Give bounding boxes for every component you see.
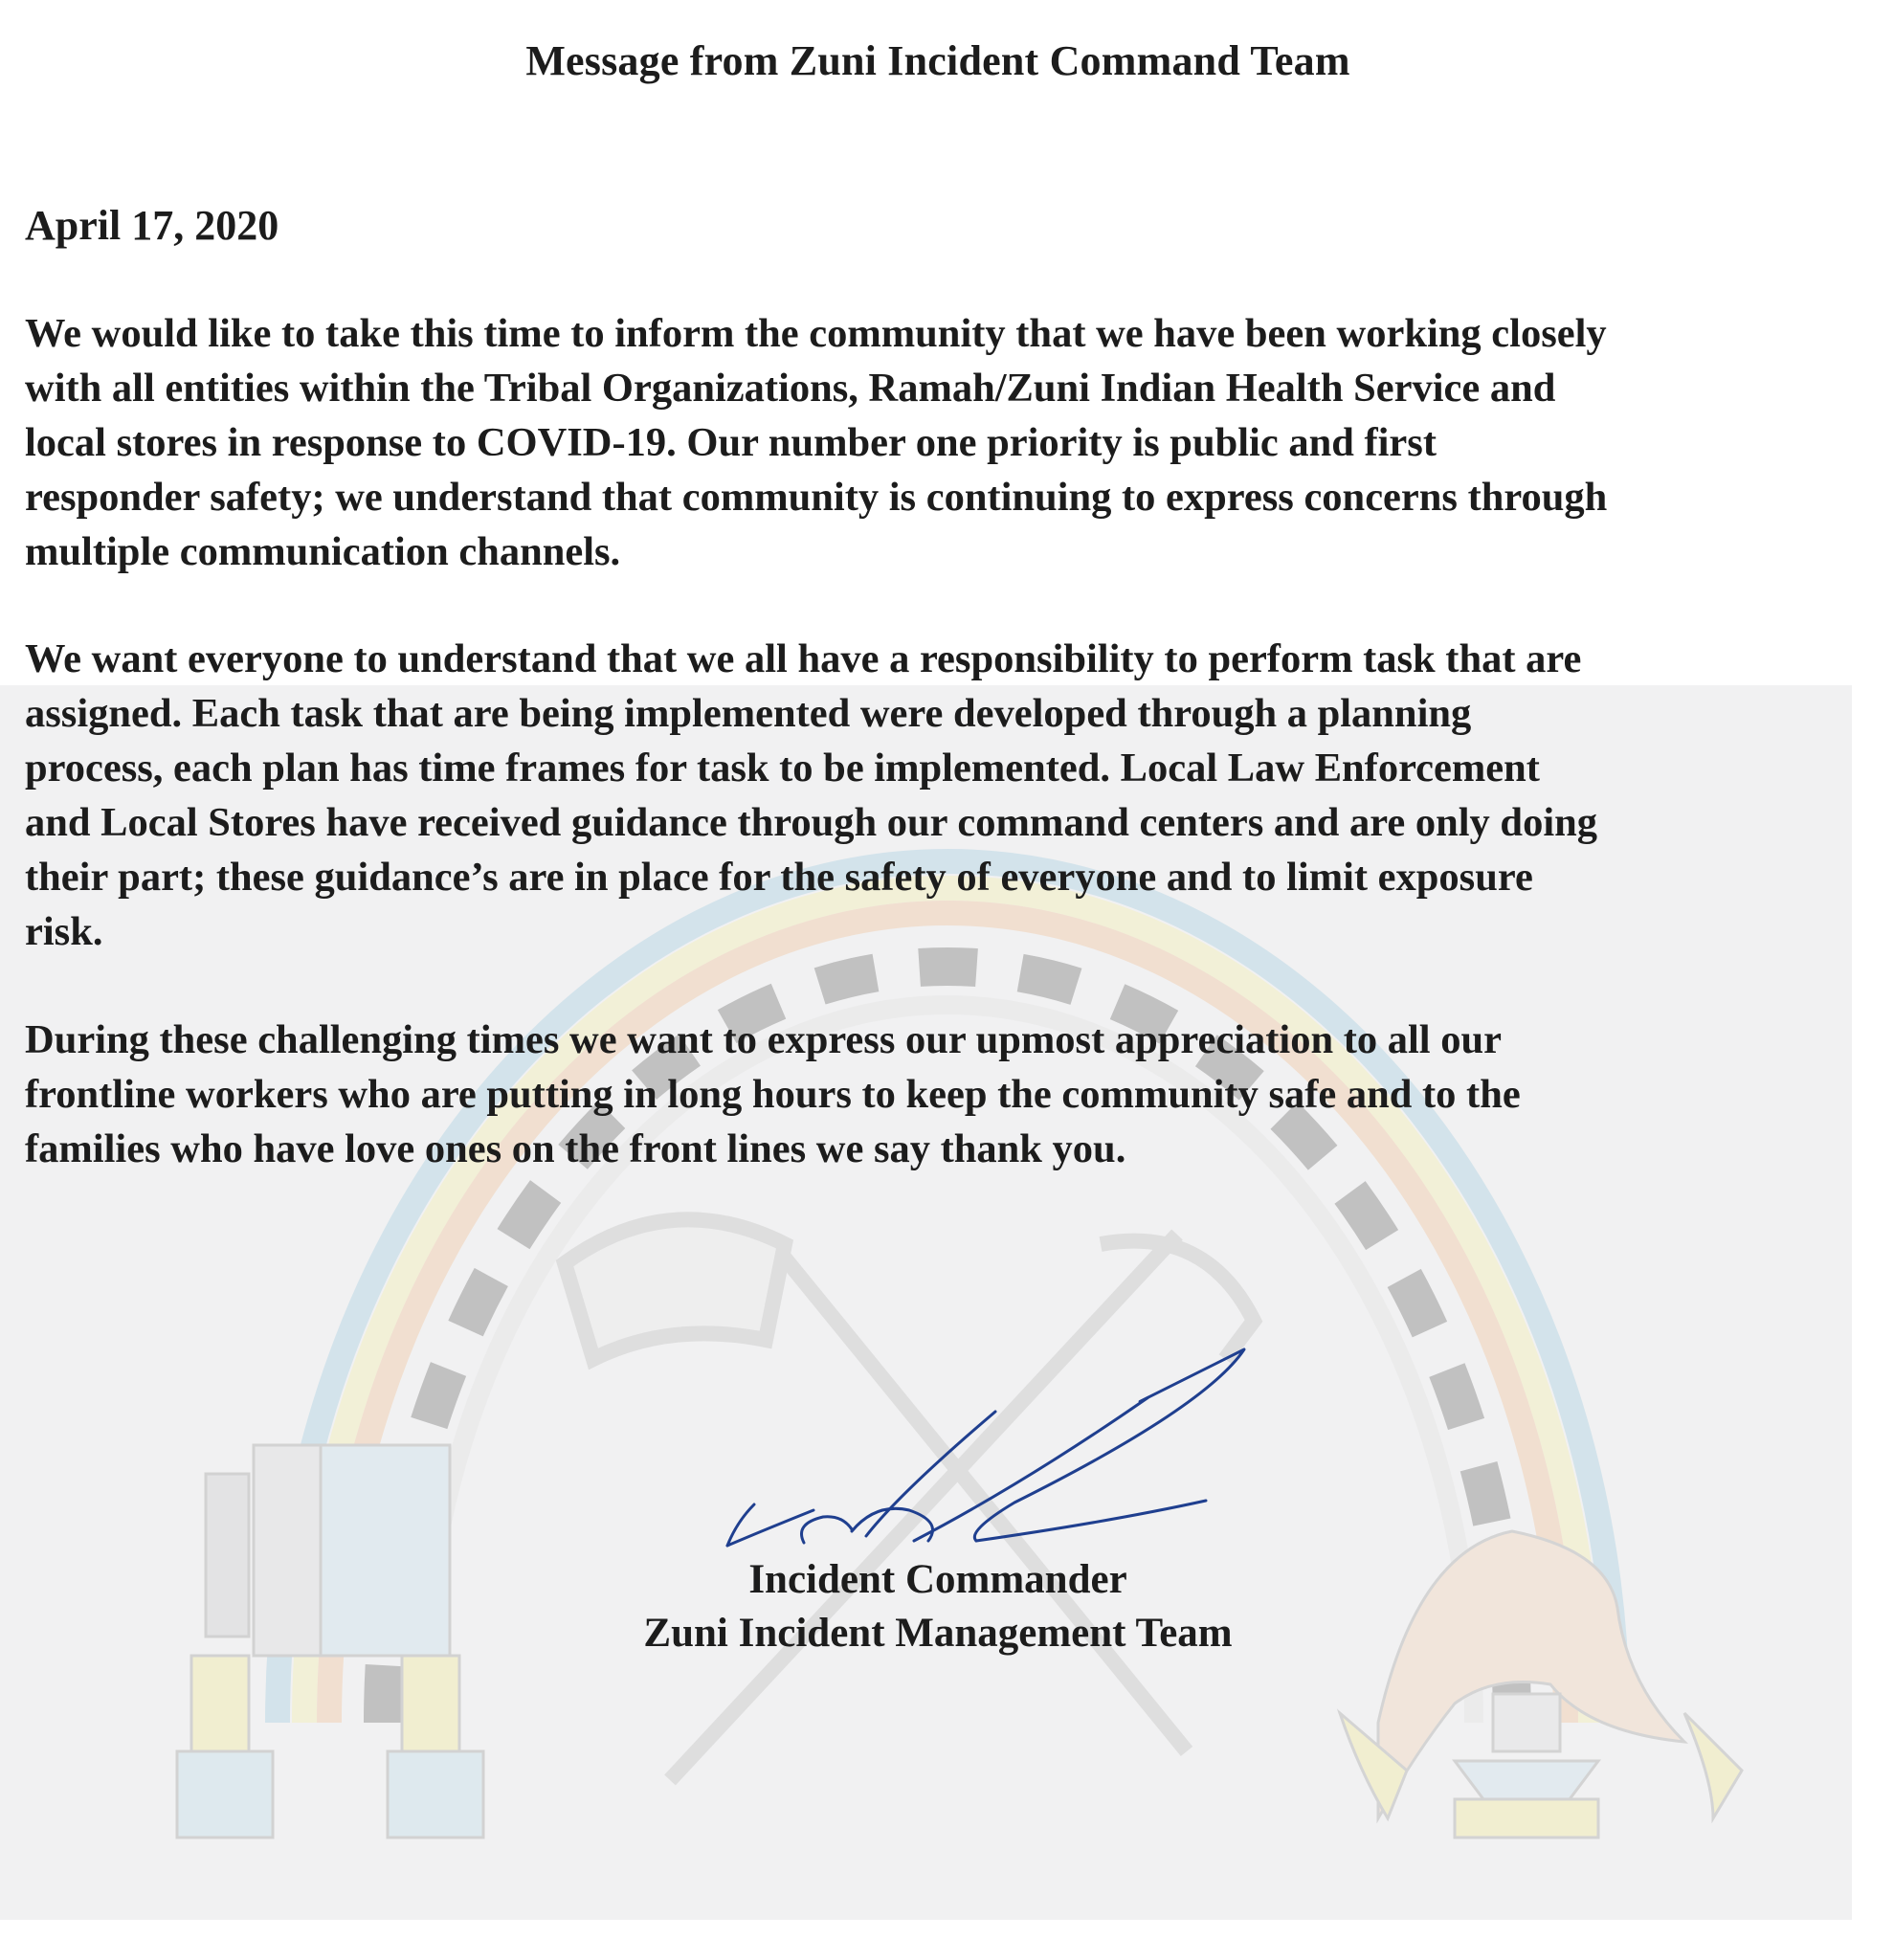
paragraph-2 [25,632,1872,959]
paragraph-line: process, each plan has time frames for task to be implemented. Local Law Enforcement [25,746,1540,791]
signatory-title: Incident Commander [748,1557,1127,1602]
handwritten-signature [708,1340,1282,1570]
paragraph-line: local stores in response to COVID-19. Our number one priority is public and first [25,420,1437,465]
paragraph-line: their part; these guidance’s are in place for the safety of everyone and to limit exposure [25,855,1533,900]
signatory-organization: Zuni Incident Management Team [643,1611,1233,1656]
paragraph-line: multiple communication channels. [25,529,621,574]
paragraph-line: responder safety; we understand that community is continuing to express concerns through [25,475,1608,520]
paragraph-1 [25,306,1872,579]
paragraph-3 [25,1013,1872,1176]
paragraph-line: frontline workers who are putting in long hours to keep the community safe and to the [25,1072,1521,1117]
paragraph-line: families who have love ones on the front lines we say thank you. [25,1126,1126,1171]
letter-date: April 17, 2020 [25,202,279,249]
paragraph-line: risk. [25,909,103,954]
paragraph-line: and Local Stores have received guidance through our command centers and are only doing [25,800,1598,845]
paragraph-line: We want everyone to understand that we all have a responsibility to perform task that are [25,636,1582,681]
letter-heading: Message from Zuni Incident Command Team [525,37,1350,84]
paragraph-line: We would like to take this time to inform the community that we have been working closely [25,311,1607,356]
paragraph-line: During these challenging times we want to express our upmost appreciation to all our [25,1017,1502,1062]
paragraph-line: assigned. Each task that are being implemented were developed through a planning [25,691,1472,736]
paragraph-line: with all entities within the Tribal Organizations, Ramah/Zuni Indian Health Service and [25,366,1556,411]
